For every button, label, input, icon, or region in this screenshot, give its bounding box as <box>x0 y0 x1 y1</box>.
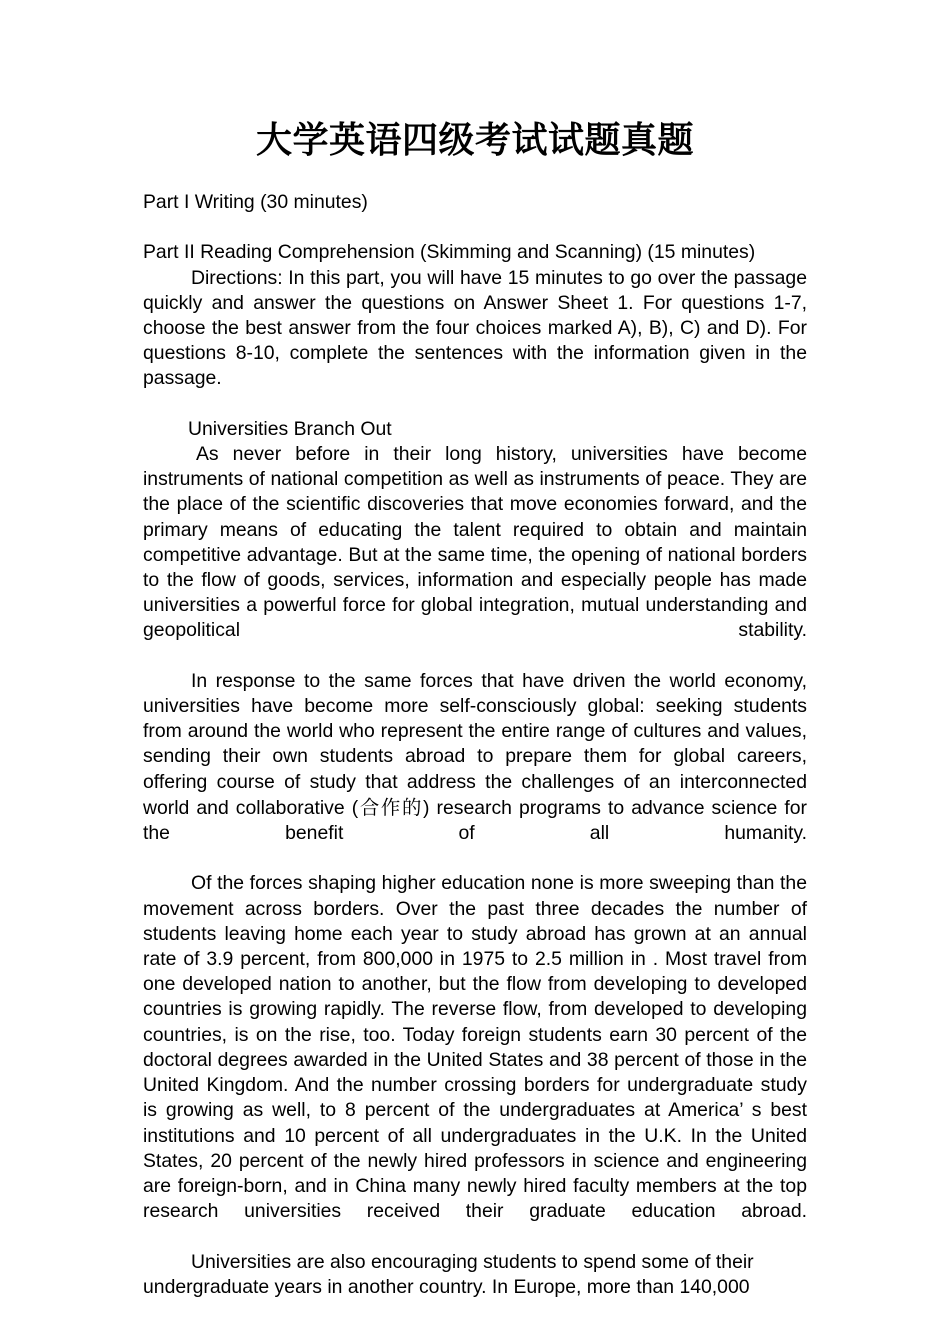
part-2-heading: Part II Reading Comprehension (Skimming and Scanning) (15 minutes) <box>143 241 756 264</box>
paragraph-2-text-before-gloss: In response to the same forces that have driven the world economy, universities have become more self-consciously global: seeking students from around the world who represent the entire range of cultures and values, sending their own students abroad to prepare them for global careers, offering course of study that address the challenges of an interconnected world and collaborative ( <box>143 669 807 819</box>
passage-paragraph-4: Universities are also encouraging students to spend some of their undergraduate years in another country. In Europe, more than 140,000 <box>143 1250 754 1298</box>
page-title: 大学英语四级考试试题真题 <box>255 120 694 160</box>
chinese-gloss-collaborative: 合作的 <box>358 795 424 819</box>
directions-paragraph: Directions: In this part, you will have 15 minutes to go over the passage quickly and answer the questions on Answer Sheet 1. For questions 1-7, choose the best answer from the four choices marked A), B), C) and D). For questions 8-10, complete the sentences with the information given in the passage. <box>143 266 807 390</box>
passage-title: Universities Branch Out <box>188 417 392 440</box>
blank-line-1 <box>143 215 807 240</box>
paragraph-2-text-after-gloss: ) research programs to advance science for the benefit of all humanity. <box>143 796 807 845</box>
part-1-heading: Part I Writing (30 minutes) <box>143 191 368 213</box>
document-content <box>143 0 807 1300</box>
title-spacer <box>143 162 807 190</box>
passage-paragraph-1: As never before in their long history, universities have become instruments of national competition as well as instruments of peace. They are the place of the scientific discoveries that move economies forward, and the primary means of educating the talent required to obtain and maintain competitive advantage. But at the same time, the opening of national borders to the flow of goods, services, information and especially people has made universities a powerful force for global integration, mutual understanding and geopolitical stability. <box>143 443 807 642</box>
passage-paragraph-2 <box>143 669 807 872</box>
passage-paragraph-3: Of the forces shaping higher education none is more sweeping than the movement across borders. Over the past three decades the number of students leaving home each year to study abroad has grown at an annual rate of 3.9 percent, from 800,000 in 1975 to 2.5 million in . Most travel from one developed nation to another, but the flow from developing to developed countries is growing rapidly. The reverse flow, from developed to developing countries, is on the rise, too. Today foreign students earn 30 percent of the doctoral degrees awarded in the United States and 38 percent of those in the United Kingdom. And the number crossing borders for undergraduate study is growing as well, to 8 percent of the undergraduates at America’ s best institutions and 10 percent of all undergraduates in the U.K. In the United States, 20 percent of the newly hired professors in science and engineering are foreign-born, and in China many newly hired faculty members at the top research universities received their graduate education abroad. <box>143 872 807 1223</box>
